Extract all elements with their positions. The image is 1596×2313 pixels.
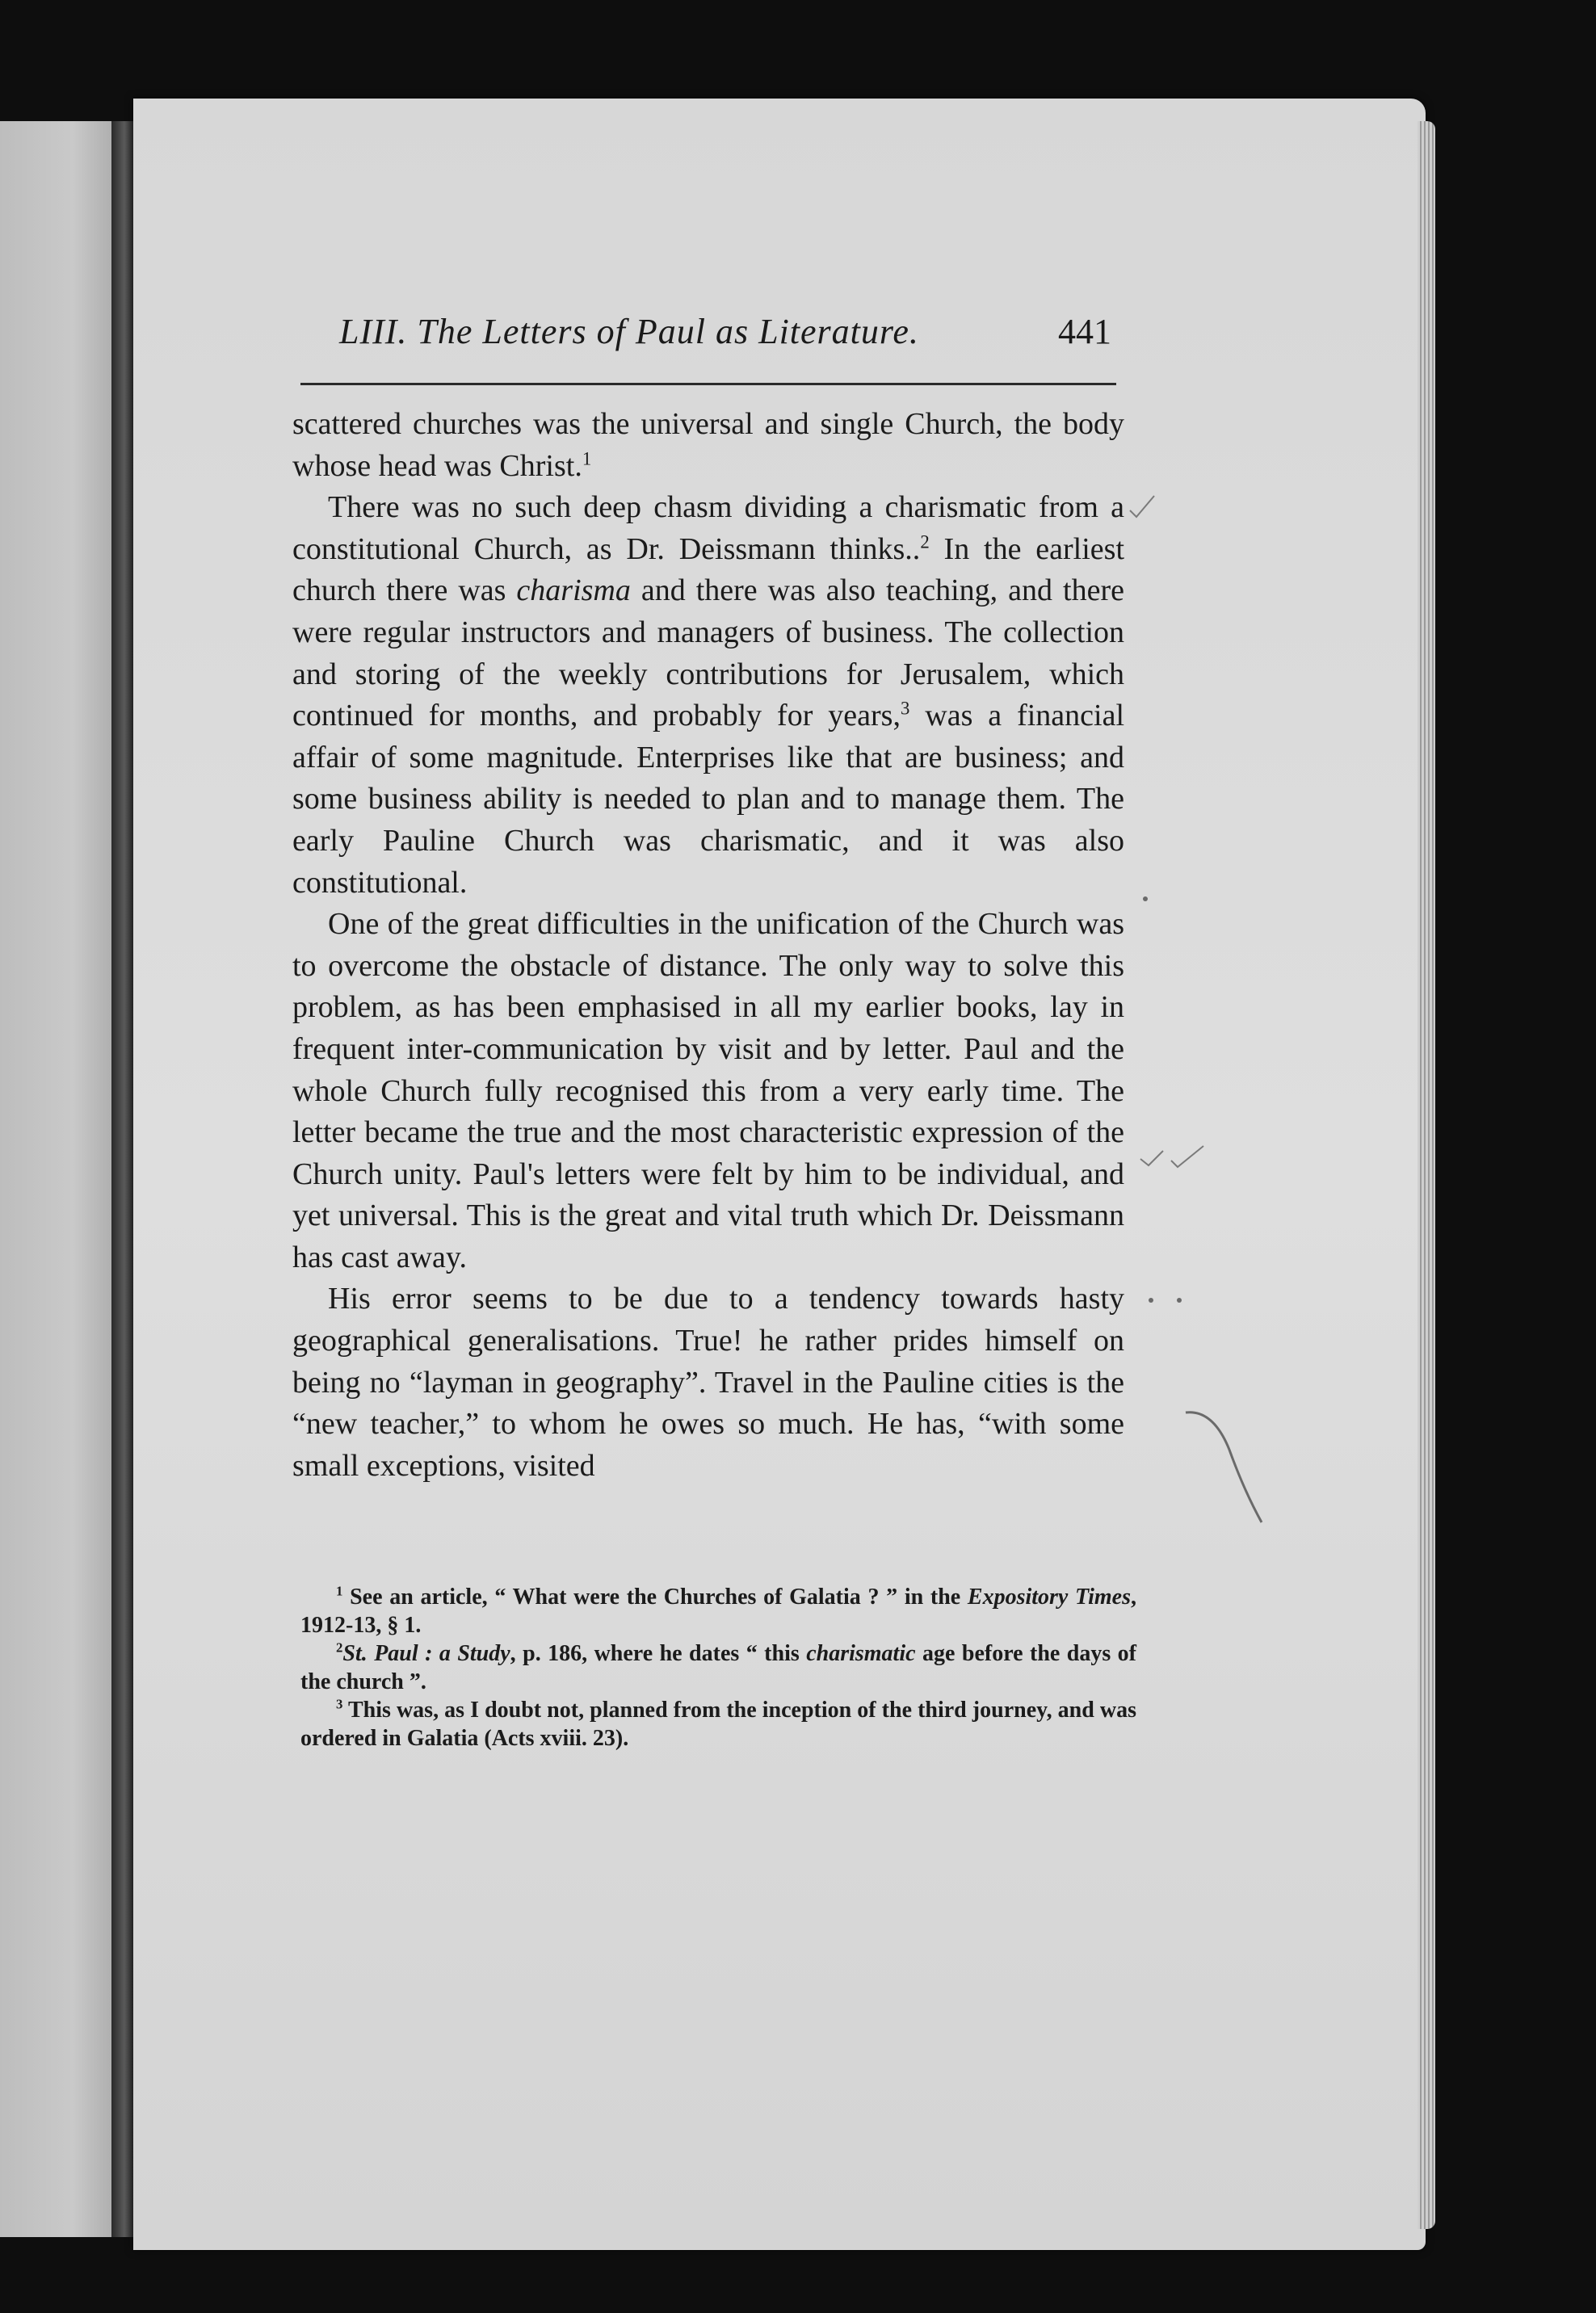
pencil-double-check-mark [1139,1143,1212,1175]
page-number: 441 [1058,312,1111,351]
paragraph-4: His error seems to be due to a tendency towards hasty geographical generalisations. True! he rather prides himself on being no “layman in geography”. Travel in the Pauline cities is the “new teacher,” to whom he owes so much. He has, “with some small exceptions, visited [292,1282,1124,1483]
footnote-2: $^2$St. Paul : a Study, p. 186, where he dates “ this charismatic age before the days of the church ”. [300,1639,1137,1694]
footnote-ref-3: 3 [900,698,910,719]
pencil-dot [1139,892,1152,905]
paragraph-3: One of the great difficulties in the unification of the Church was to overcome the obstacle of distance. The only way to solve this problem, as has been emphasised in all my earlier books, lay in frequent inter-communication by visit and by letter. Paul and the whole Church fully recognised this from a very early time. The letter became the true and the most characteristic expression of the Church unity. Paul's letters were felt by him to be individual, and yet universal. This is the great and vital truth which Dr. Deissmann has cast away. [292,907,1124,1274]
footnote-ref-1: 1 [582,447,592,468]
paragraph-2: There was no such deep chasm dividing a charismatic from a constitutional Church, as Dr. Deissmann thinks..$^2$ In the earliest church there was charisma and there was also teaching, and there were regular instructors and managers of business. The collection and storing of the weekly contributions for Jerusalem, which continued for months, and probably for years,$^3$ was a financial affair of some magnitude. Enterprises like that are business; and some business ability is needed to plan and to manage them. The early Pauline Church was charismatic, and it was also constitutional. [292,490,1125,900]
footnotes [300,1583,1136,1753]
header-rule [300,383,1116,385]
pencil-check-mark [1127,491,1159,523]
pencil-dots [1143,1292,1191,1308]
italic-charisma: charisma [516,573,631,608]
facing-page [0,121,121,2237]
body-text [292,404,1124,1487]
page-edges [1418,121,1435,2229]
footnote-3: $^3$ This was, as I doubt not, planned from the inception of the third journey, and was ordered in Galatia (Acts xviii. 23). [300,1696,1136,1751]
footnote-ref-2: 2 [920,531,930,552]
paragraph-1: scattered churches was the universal and single Church, the body whose head was Christ.$^1$ [292,407,1124,483]
footnote-1: $^1$ See an article, “ What were the Churches of Galatia ? ” in the Expository Times, 1912-13, § 1. [300,1583,1136,1638]
running-title: LIII. The Letters of Paul as Literature. [339,312,919,351]
pencil-stroke-mark [1181,1401,1270,1530]
